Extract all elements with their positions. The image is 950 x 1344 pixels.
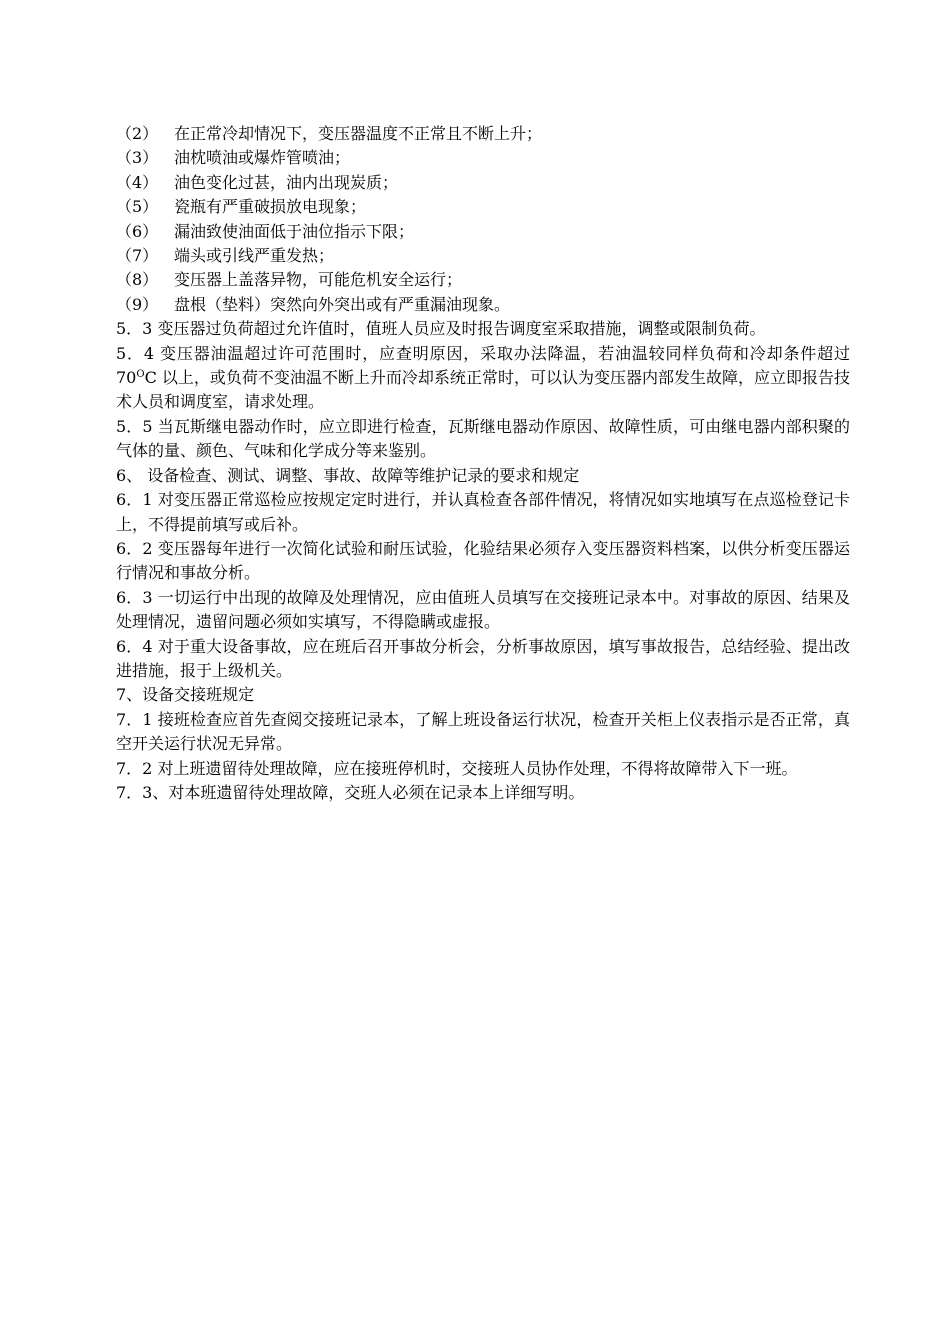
- section-6-4: 6．4 对于重大设备事故，应在班后召开事故分析会，分析事故原因，填写事故报告，总结经验、提出改进措施，报于上级机关。: [116, 636, 850, 680]
- fault-text: 油色变化过甚，油内出现炭质；: [174, 172, 399, 192]
- fault-number: （3）: [116, 148, 159, 168]
- fault-item-9: [116, 293, 850, 317]
- fault-item-5: [116, 195, 850, 219]
- fault-text: 漏油致使油面低于油位指示下限；: [174, 221, 415, 241]
- section-6-1: 6．1 对变压器正常巡检应按规定定时进行，并认真检查各部件情况，将情况如实地填写在点巡检登记卡上，不得提前填写或后补。: [116, 490, 850, 534]
- fault-number: （8）: [116, 270, 159, 290]
- section-6-3: 6．3 一切运行中出现的故障及处理情况，应由值班人员填写在交接班记录本中。对事故的原因、结果及处理情况，遗留问题必须如实填写，不得隐瞒或虚报。: [116, 587, 850, 632]
- section-6-2: 6．2 变压器每年进行一次简化试验和耐压试验，化验结果必须存入变压器资料档案，以供分析变压器运行情况和事故分析。: [116, 538, 850, 583]
- fault-number: （7）: [116, 246, 159, 266]
- section-6-heading: 6、 设备检查、测试、调整、事故、故障等维护记录的要求和规定: [116, 465, 580, 485]
- section-5-4: [116, 342, 850, 415]
- fault-number: （2）: [116, 124, 159, 143]
- fault-number: （5）: [116, 197, 159, 217]
- fault-text: 变压器上盖落异物，可能危机安全运行；: [174, 270, 463, 290]
- fault-number: （4）: [116, 172, 159, 192]
- fault-text: 在正常冷却情况下，变压器温度不正常且不断上升；: [174, 124, 543, 143]
- section-5-5: 5．5 当瓦斯继电器动作时，应立即进行检查，瓦斯继电器动作原因、故障性质，可由继电器内部积聚的气体的量、颜色、气味和化学成分等来鉴别。: [116, 416, 850, 461]
- fault-text: 盘根（垫料）突然向外突出或有严重漏油现象。: [174, 294, 511, 314]
- fault-text: 油枕喷油或爆炸管喷油；: [174, 148, 351, 168]
- section-7-1: 7．1 接班检查应首先查阅交接班记录本，了解上班设备运行状况，检查开关柜上仪表指示是否正常，真空开关运行状况无异常。: [116, 709, 850, 754]
- fault-number: （6）: [116, 221, 159, 241]
- section-5-4-text-after: C 以上，或负荷不变油温不断上升而冷却系统正常时，可以认为变压器内部发生故障，应立即报告技术人员和调度室，请求处理。: [116, 368, 850, 412]
- fault-item-6: [116, 220, 850, 244]
- fault-item-3: [116, 146, 850, 170]
- degree-mark: O: [136, 369, 145, 381]
- fault-number: （9）: [116, 294, 159, 314]
- fault-item-7: [116, 244, 850, 268]
- section-7-2: 7．2 对上班遗留待处理故障，应在接班停机时，交接班人员协作处理，不得将故障带入下一班。: [116, 758, 798, 778]
- section-7-heading: 7、设备交接班规定: [116, 685, 255, 705]
- fault-text: 瓷瓶有严重破损放电现象；: [174, 197, 367, 217]
- section-5-3: 5．3 变压器过负荷超过允许值时，值班人员应及时报告调度室采取措施，调整或限制负荷。: [116, 319, 766, 339]
- fault-item-2: [116, 122, 850, 146]
- document-page: [116, 122, 850, 805]
- fault-item-8: [116, 268, 850, 292]
- fault-text: 端头或引线严重发热；: [174, 246, 335, 266]
- section-5-4-text-before: 5．4 变压器油温超过许可范围时，应查明原因，采取办法降温，若油温较同样负荷和冷却条件超过 70: [116, 343, 850, 388]
- section-7-3: 7．3、对本班遗留待处理故障，交班人必须在记录本上详细写明。: [116, 782, 585, 802]
- fault-item-4: [116, 171, 850, 195]
